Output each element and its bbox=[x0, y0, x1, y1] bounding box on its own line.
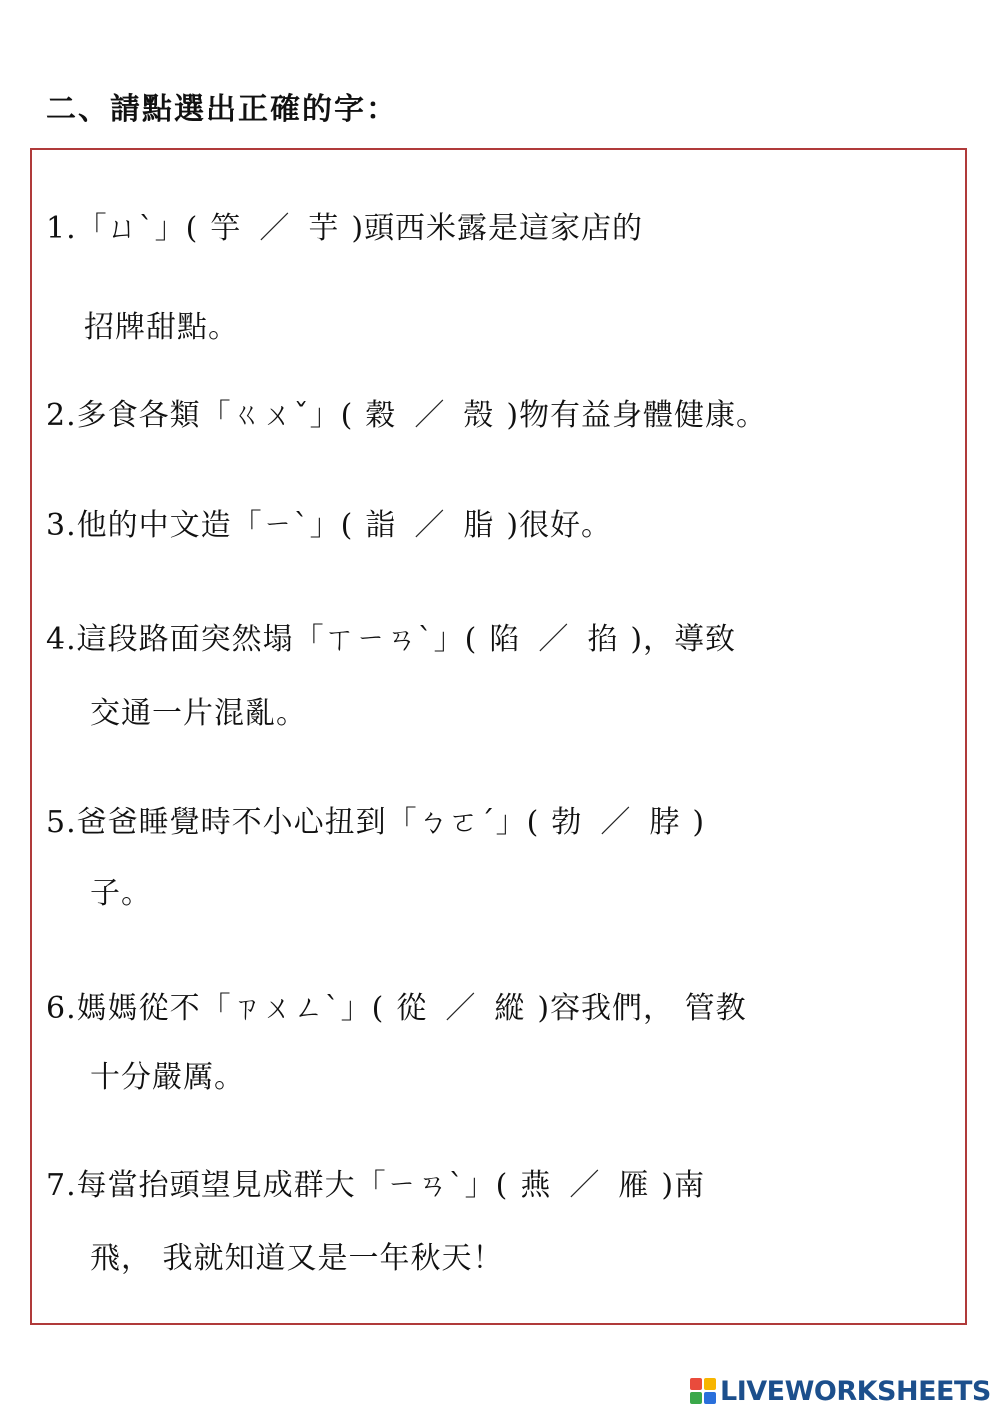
question-tail: 物有益身體健康。 bbox=[519, 398, 768, 433]
option-separator: ／ bbox=[445, 991, 477, 1026]
option-separator: ／ bbox=[538, 622, 570, 657]
question-2 bbox=[46, 390, 767, 434]
question-number: 6. bbox=[46, 991, 77, 1026]
option-a[interactable]: 陷 bbox=[489, 622, 521, 657]
option-b[interactable]: 脖 bbox=[649, 805, 681, 840]
close-paren: )， bbox=[630, 622, 675, 657]
close-paren: ) bbox=[692, 805, 706, 840]
question-tail: 很好。 bbox=[519, 508, 613, 543]
question-prompt: 媽媽從不「ㄗㄨㄥˋ」( bbox=[76, 991, 385, 1026]
close-paren: ) bbox=[537, 991, 551, 1026]
option-a[interactable]: 詣 bbox=[365, 508, 397, 543]
question-1-line2: 招牌甜點。 bbox=[84, 310, 239, 345]
close-paren: ) bbox=[351, 211, 365, 246]
option-b[interactable]: 殼 bbox=[463, 398, 495, 433]
question-number: 1. bbox=[46, 211, 77, 246]
question-number: 4. bbox=[46, 622, 77, 657]
option-b[interactable]: 雁 bbox=[618, 1168, 650, 1203]
option-a[interactable]: 勃 bbox=[551, 805, 583, 840]
question-number: 3. bbox=[46, 508, 77, 543]
close-paren: ) bbox=[506, 398, 520, 433]
question-5 bbox=[46, 797, 705, 841]
close-paren: ) bbox=[506, 508, 520, 543]
question-6-line2: 十分嚴厲。 bbox=[90, 1060, 245, 1095]
option-separator: ／ bbox=[600, 805, 632, 840]
question-tail: 導致 bbox=[674, 622, 737, 657]
option-separator: ／ bbox=[259, 211, 291, 246]
question-3 bbox=[46, 500, 612, 544]
option-separator: ／ bbox=[414, 508, 446, 543]
option-separator: ／ bbox=[414, 398, 446, 433]
question-prompt: 多食各類「ㄍㄨˇ」( bbox=[76, 398, 354, 433]
liveworksheets-logo-icon bbox=[690, 1378, 716, 1404]
brand-name: LIVEWORKSHEETS bbox=[720, 1375, 991, 1407]
option-separator: ／ bbox=[569, 1168, 601, 1203]
liveworksheets-logo bbox=[690, 1374, 991, 1408]
option-b[interactable]: 芋 bbox=[308, 211, 340, 246]
question-number: 2. bbox=[46, 398, 77, 433]
question-tail: 頭西米露是這家店的 bbox=[364, 211, 644, 246]
question-number: 7. bbox=[46, 1168, 77, 1203]
question-prompt: 每當抬頭望見成群大「ㄧㄢˋ」( bbox=[76, 1168, 509, 1203]
question-4 bbox=[46, 614, 736, 658]
question-prompt: 他的中文造「ㄧˋ」( bbox=[76, 508, 354, 543]
question-5-line2: 子。 bbox=[90, 876, 152, 911]
worksheet-title: 二、請點選出正確的字： bbox=[46, 92, 398, 127]
question-6 bbox=[46, 983, 747, 1027]
option-a[interactable]: 穀 bbox=[365, 398, 397, 433]
question-7-line2: 飛， 我就知道又是一年秋天！ bbox=[90, 1241, 504, 1276]
option-b[interactable]: 脂 bbox=[463, 508, 495, 543]
question-4-line2: 交通一片混亂。 bbox=[90, 696, 307, 731]
option-a[interactable]: 燕 bbox=[520, 1168, 552, 1203]
question-1 bbox=[46, 203, 643, 247]
question-7 bbox=[46, 1160, 705, 1204]
option-a[interactable]: 從 bbox=[396, 991, 428, 1026]
question-tail: 南 bbox=[674, 1168, 706, 1203]
option-b[interactable]: 掐 bbox=[587, 622, 619, 657]
close-paren: ) bbox=[661, 1168, 675, 1203]
question-prompt: 爸爸睡覺時不小心扭到「ㄅㄛˊ」( bbox=[76, 805, 540, 840]
option-b[interactable]: 縱 bbox=[494, 991, 526, 1026]
question-prompt: 這段路面突然塌「ㄒㄧㄢˋ」( bbox=[76, 622, 478, 657]
option-a[interactable]: 竽 bbox=[210, 211, 242, 246]
question-tail: 容我們， 管教 bbox=[550, 991, 747, 1026]
question-number: 5. bbox=[46, 805, 77, 840]
question-prompt: 「ㄩˋ」( bbox=[76, 211, 199, 246]
